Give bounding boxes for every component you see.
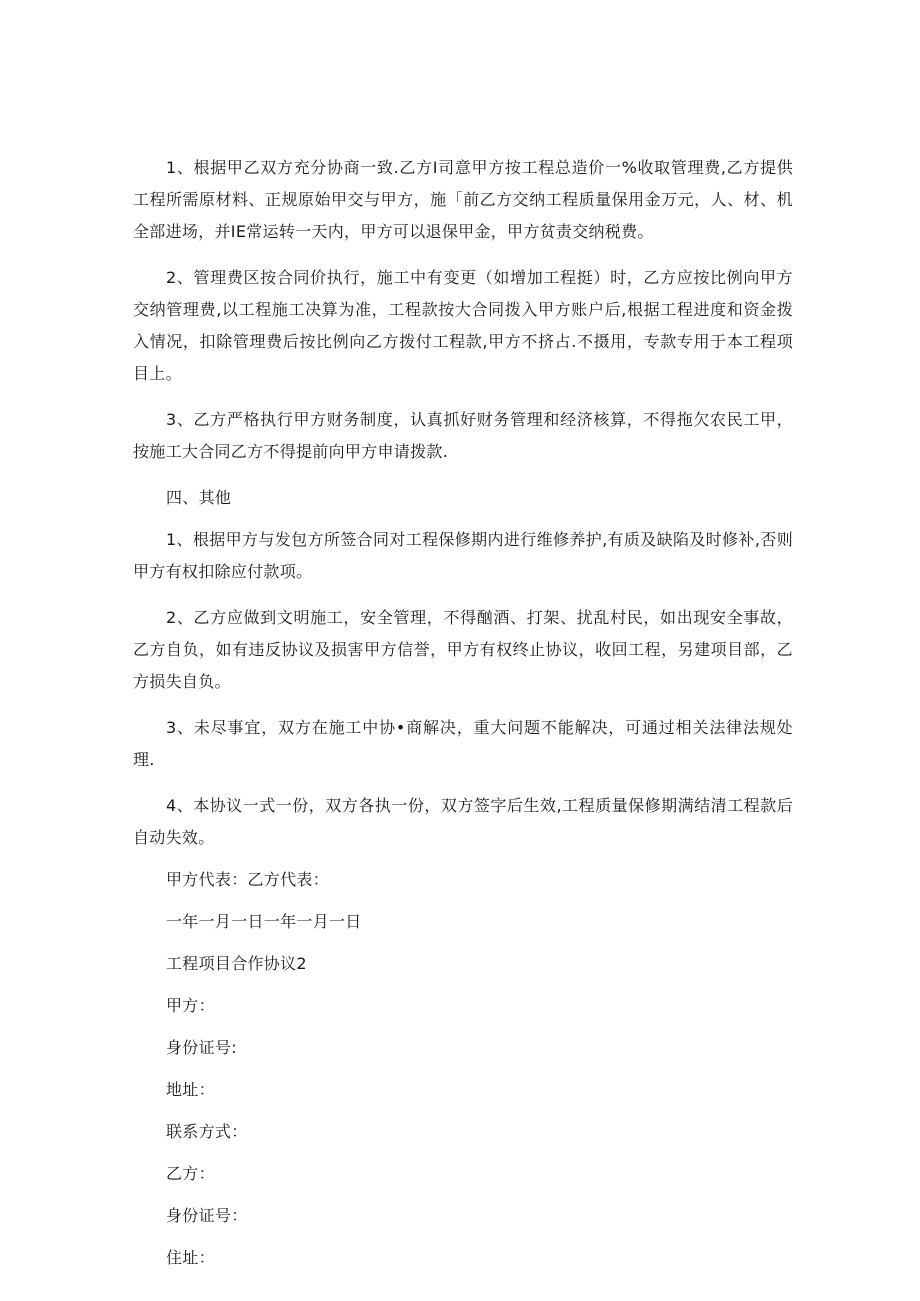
clause-finance-paragraph: 3、乙方严格执行甲方财务制度，认真抓好财务管理和经济核算，不得拖欠农民工甲，按施工大合同乙方不得提前向甲方申请拨款. [133,410,793,461]
agreement-title: 工程项目合作协议2 [166,954,307,973]
party-a-address-label: 地址： [166,1080,215,1099]
document-body [133,152,793,1274]
party-b-address-label: 住址： [166,1248,215,1267]
clause-fee-paragraph: 1、根据甲乙双方充分协商一致.乙方I司意甲方按工程总造价一%收取管理费,乙方提供工程所需原材料、正规原始甲交与甲方，施「前乙方交纳工程质量保用金万元，人、材、机全部进场，并IE常运转一天内，甲方可以退保甲金，甲方贫责交纳税费。 [133,158,793,241]
clause-safety-paragraph: 2、乙方应做到文明施工，安全管理，不得酗酒、打架、扰乱村民，如出现安全事故，乙方自负，如有违反协议及损害甲方信誉，甲方有权终止协议，收回工程，另建项目部，乙方损失自负。 [133,608,793,691]
representatives-line: 甲方代表：乙方代表： [166,870,330,889]
clause-negotiation-paragraph: 3、未尽事宜，双方在施工中协•商解决，重大问题不能解决，可通过相关法律法规处理. [133,718,793,769]
party-a-id-label: 身份证号: [166,1038,237,1057]
party-a-label: 甲方： [166,996,215,1015]
section-heading-other: 四、其他 [166,488,232,507]
party-b-id-label: 身份证号： [166,1206,248,1225]
clause-management-fee-paragraph: 2、管理费区按合同价执行，施工中有变更（如增加工程挺）时，乙方应按比例向甲方交纳管理费,以工程施工决算为准，工程款按大合同拨入甲方账户后,根据工程进度和资金拨入情况，扣除管理费后按比例向乙方拨付工程款,甲方不挤占.不摄用，专款专用于本工程项目上。 [133,268,793,383]
party-a-contact-label: 联系方式： [166,1122,248,1141]
clause-warranty-paragraph: 1、根据甲方与发包方所签合同对工程保修期内进行维修养护,有质及缺陷及时修补,否则甲方有权扣除应付款项。 [133,530,793,581]
clause-validity-paragraph: 4、本协议一式一份，双方各执一份，双方签字后生效,工程质量保修期满结清工程款后自动失效。 [133,796,793,847]
party-b-label: 乙方： [166,1164,215,1183]
date-line: 一年一月一日一年一月一日 [166,912,362,931]
